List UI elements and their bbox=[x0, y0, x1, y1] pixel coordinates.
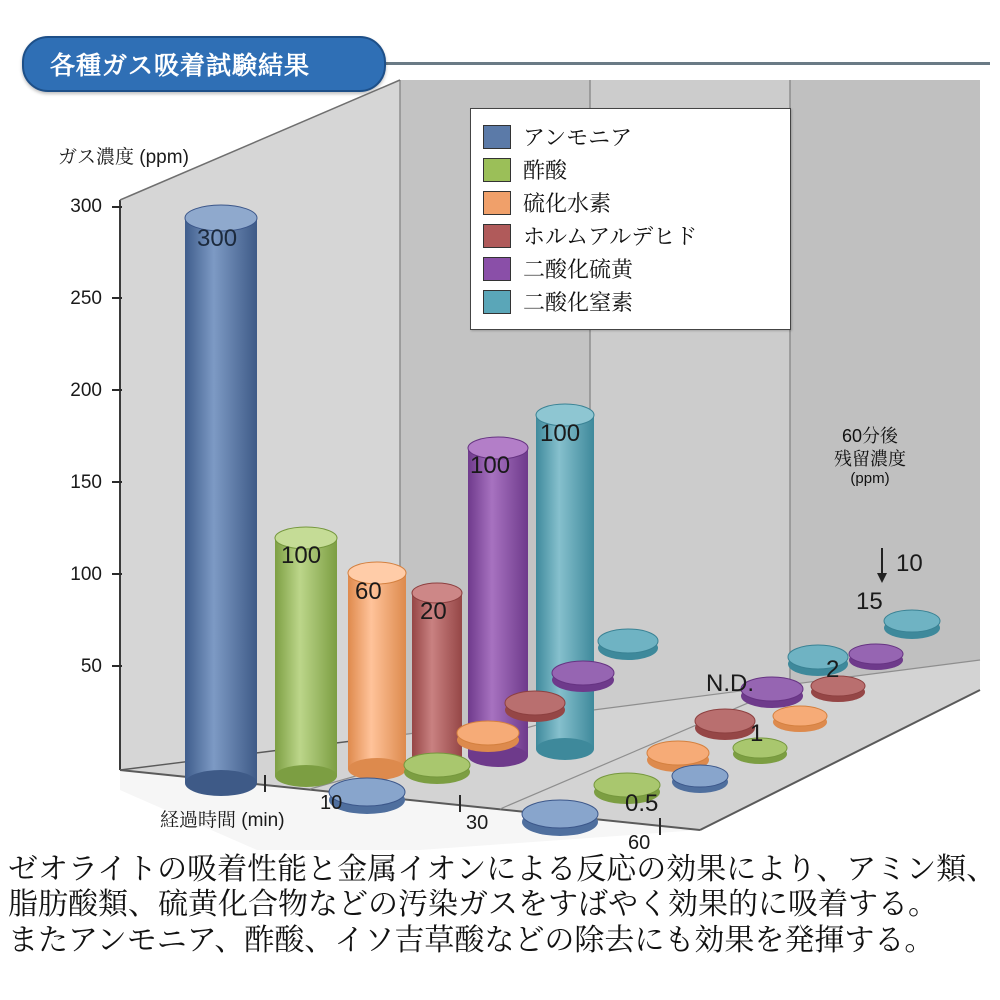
legend bbox=[470, 108, 791, 330]
bar-label-formaldehyde: 20 bbox=[420, 598, 447, 625]
residual-label-formaldehyde: 2 bbox=[826, 656, 840, 683]
bar-ammonia-row1 bbox=[185, 205, 257, 796]
y-tick-300: 300 bbox=[70, 196, 102, 217]
disk-h2s-row2 bbox=[457, 721, 519, 752]
y-tick-200: 200 bbox=[70, 380, 102, 401]
bar-label-acetic: 100 bbox=[281, 542, 322, 569]
residual-label-acetic: 1 bbox=[750, 720, 764, 747]
legend-label-h2s: 硫化水素 bbox=[523, 191, 612, 216]
annotation-line1: 60分後 bbox=[841, 426, 899, 446]
residual-label-h2s: N.D. bbox=[706, 670, 754, 697]
residual-label-so2: 15 bbox=[856, 588, 883, 615]
legend-item-ammonia bbox=[483, 121, 778, 152]
x-tick-60: 60 bbox=[628, 832, 651, 854]
bar-label-h2s: 60 bbox=[355, 578, 382, 605]
y-tick-50: 50 bbox=[80, 656, 102, 677]
disk-formaldehyde-row3 bbox=[695, 709, 755, 740]
disk-so2-row2 bbox=[552, 661, 614, 692]
legend-label-ammonia: アンモニア bbox=[523, 125, 633, 150]
legend-swatch-formaldehyde bbox=[483, 224, 511, 248]
annotation-line3: (ppm) bbox=[850, 470, 890, 487]
y-axis-title: ガス濃度 (ppm) bbox=[58, 147, 189, 168]
legend-label-no2: 二酸化窒素 bbox=[523, 290, 634, 315]
legend-swatch-h2s bbox=[483, 191, 511, 215]
caption-line-2: 脂肪酸類、硫黄化合物などの汚染ガスをすばやく効果的に吸着する。 bbox=[8, 888, 938, 922]
y-tick-250: 250 bbox=[70, 288, 102, 309]
disk-so2-row4 bbox=[849, 644, 903, 670]
y-tick-100: 100 bbox=[70, 564, 102, 585]
legend-item-formaldehyde bbox=[483, 220, 778, 251]
legend-item-h2s bbox=[483, 187, 778, 218]
page-title-text: 各種ガス吸着試験結果 bbox=[50, 52, 311, 80]
legend-swatch-acetic bbox=[483, 158, 511, 182]
annotation-line2: 残留濃度 bbox=[834, 448, 906, 469]
residual-annotation bbox=[800, 425, 940, 489]
legend-item-so2 bbox=[483, 253, 778, 284]
legend-swatch-no2 bbox=[483, 290, 511, 314]
disk-ammonia-row3 bbox=[522, 800, 598, 836]
bar-label-no2: 100 bbox=[540, 420, 581, 447]
legend-label-acetic: 酢酸 bbox=[523, 158, 568, 183]
caption-line-3: またアンモニア、酢酸、イソ吉草酸などの除去にも効果を発揮する。 bbox=[8, 923, 935, 957]
legend-item-no2 bbox=[483, 286, 778, 317]
bar-label-ammonia: 300 bbox=[197, 225, 238, 252]
legend-item-acetic bbox=[483, 154, 778, 185]
x-tick-30: 30 bbox=[466, 812, 489, 834]
residual-label-ammonia: 0.5 bbox=[625, 790, 659, 817]
disk-acetic-row2 bbox=[404, 753, 470, 784]
legend-swatch-so2 bbox=[483, 257, 511, 281]
caption-line-1: ゼオライトの吸着性能と金属イオンによる反応の効果により、アミン類、 bbox=[8, 853, 997, 886]
residual-label-no2: 10 bbox=[896, 550, 923, 577]
disk-ammonia-row4 bbox=[672, 765, 728, 793]
legend-label-so2: 二酸化硫黄 bbox=[523, 257, 634, 282]
y-tick-150: 150 bbox=[70, 472, 102, 493]
disk-no2-row4 bbox=[884, 610, 940, 639]
caption bbox=[8, 852, 998, 958]
disk-formaldehyde-row2 bbox=[505, 691, 565, 722]
chart-container bbox=[0, 70, 1000, 854]
title-bar bbox=[0, 18, 1000, 80]
x-axis-title: 経過時間 (min) bbox=[160, 810, 285, 831]
legend-label-formaldehyde: ホルムアルデヒド bbox=[523, 224, 698, 249]
x-tick-10: 10 bbox=[320, 792, 343, 814]
legend-swatch-ammonia bbox=[483, 125, 511, 149]
disk-no2-row2 bbox=[598, 629, 658, 660]
bar-label-so2: 100 bbox=[470, 452, 511, 479]
disk-h2s-row4 bbox=[773, 706, 827, 732]
